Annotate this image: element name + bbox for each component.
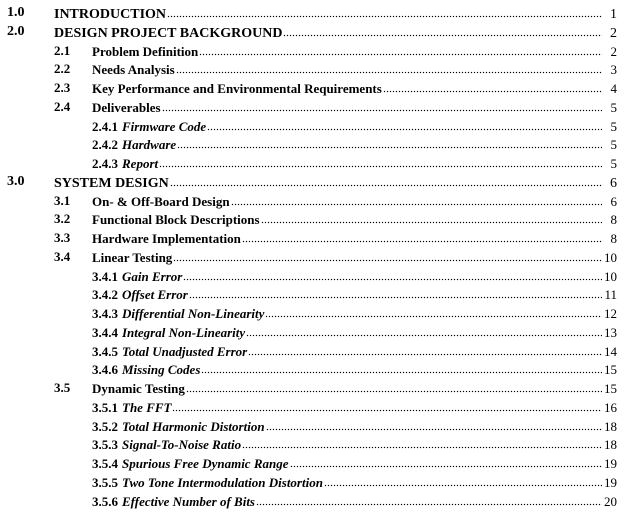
toc-entry[interactable] bbox=[0, 60, 640, 78]
toc-entry-title bbox=[92, 230, 241, 248]
toc-entry-line bbox=[92, 117, 617, 136]
toc-entry-page-number: 15 bbox=[604, 362, 617, 378]
toc-entry-page-number: 2 bbox=[610, 25, 617, 41]
toc-entry-line bbox=[92, 42, 617, 61]
toc-entry[interactable] bbox=[0, 435, 640, 453]
table-of-contents bbox=[0, 4, 640, 512]
toc-entry-page-number: 10 bbox=[604, 249, 617, 265]
toc-entry-page-number: 14 bbox=[604, 343, 617, 359]
dot-leader bbox=[266, 417, 602, 431]
toc-entry-page-number: 18 bbox=[604, 437, 617, 453]
toc-entry-number: 2.4.2 bbox=[92, 137, 118, 153]
toc-entry-page-number: 5 bbox=[610, 156, 617, 171]
toc-entry[interactable] bbox=[0, 154, 640, 172]
dot-leader bbox=[265, 304, 602, 318]
dot-leader bbox=[167, 4, 602, 18]
dot-leader bbox=[176, 60, 602, 74]
toc-entry-title bbox=[92, 249, 172, 267]
toc-entry-title-text: Firmware Code bbox=[122, 118, 207, 134]
toc-entry-number: 2.1 bbox=[54, 42, 71, 58]
toc-entry-title-text: Deliverables bbox=[92, 99, 161, 115]
dot-leader bbox=[186, 379, 602, 393]
toc-entry-page-number: 6 bbox=[610, 175, 617, 191]
toc-entry-title bbox=[92, 324, 245, 342]
toc-entry-number: 3.5 bbox=[54, 380, 71, 395]
toc-entry-title-text: Integral Non-Linearity bbox=[122, 324, 246, 340]
toc-entry-title bbox=[92, 493, 255, 511]
toc-entry-title-text: On- & Off-Board Design bbox=[92, 193, 230, 209]
toc-entry-title bbox=[92, 268, 182, 286]
toc-entry-title bbox=[92, 61, 175, 79]
toc-entry-number: 2.4 bbox=[54, 98, 71, 114]
toc-entry-title bbox=[92, 455, 289, 473]
toc-entry-page-number: 1 bbox=[610, 7, 617, 22]
toc-entry-title bbox=[92, 118, 206, 136]
toc-entry[interactable] bbox=[0, 135, 640, 153]
toc-entry-title bbox=[92, 418, 265, 436]
dot-leader bbox=[162, 98, 602, 112]
toc-entry[interactable] bbox=[0, 267, 640, 285]
toc-entry-page-number: 20 bbox=[604, 493, 617, 509]
toc-entry-page-number: 19 bbox=[604, 456, 617, 471]
dot-leader bbox=[231, 192, 602, 206]
toc-entry-number: 3.0 bbox=[7, 173, 25, 189]
toc-entry-title bbox=[92, 343, 247, 361]
toc-entry[interactable] bbox=[0, 173, 640, 191]
toc-entry[interactable] bbox=[0, 285, 640, 303]
toc-entry-number: 3.5.6 bbox=[92, 493, 118, 509]
dot-leader bbox=[207, 117, 602, 131]
toc-entry-title bbox=[92, 305, 264, 323]
toc-entry-line bbox=[92, 379, 617, 398]
toc-entry-number: 3.1 bbox=[54, 192, 71, 208]
toc-entry-title bbox=[92, 399, 171, 417]
toc-entry-line bbox=[92, 210, 617, 229]
toc-entry-page-number: 10 bbox=[604, 268, 617, 284]
dot-leader bbox=[173, 248, 602, 262]
toc-entry-line bbox=[92, 267, 617, 286]
toc-entry[interactable] bbox=[0, 473, 640, 491]
toc-entry[interactable] bbox=[0, 79, 640, 97]
toc-entry-title-text: INTRODUCTION bbox=[54, 7, 167, 22]
toc-entry-line bbox=[92, 79, 617, 98]
toc-entry-title-text: SYSTEM DESIGN bbox=[54, 175, 169, 191]
toc-entry[interactable] bbox=[0, 117, 640, 135]
toc-entry-line bbox=[54, 23, 617, 43]
dot-leader bbox=[170, 173, 602, 187]
toc-entry[interactable] bbox=[0, 398, 640, 416]
toc-entry-title bbox=[92, 80, 382, 98]
dot-leader bbox=[246, 323, 602, 337]
toc-entry-title bbox=[54, 25, 282, 43]
toc-entry-title bbox=[92, 136, 176, 154]
dot-leader bbox=[172, 398, 602, 412]
toc-entry-line bbox=[92, 98, 617, 117]
toc-entry-line bbox=[92, 398, 617, 417]
toc-entry-page-number: 2 bbox=[610, 43, 617, 59]
toc-entry-page-number: 16 bbox=[604, 399, 617, 415]
toc-entry-title-text: Needs Analysis bbox=[92, 62, 175, 78]
toc-entry[interactable] bbox=[0, 417, 640, 435]
toc-entry-number: 3.4.6 bbox=[92, 362, 118, 378]
dot-leader bbox=[242, 229, 602, 243]
toc-entry-page-number: 4 bbox=[610, 81, 617, 96]
dot-leader bbox=[183, 267, 602, 281]
toc-entry-number: 2.3 bbox=[54, 80, 71, 95]
toc-entry-line bbox=[92, 304, 617, 323]
toc-entry-title bbox=[92, 43, 198, 61]
toc-entry-number: 3.2 bbox=[54, 211, 71, 227]
toc-entry-page-number: 5 bbox=[610, 118, 617, 134]
toc-entry-line bbox=[92, 192, 617, 211]
toc-entry-number: 3.4.4 bbox=[92, 324, 118, 340]
toc-entry-line bbox=[92, 154, 617, 173]
toc-entry-title-text: Hardware bbox=[122, 137, 177, 153]
toc-entry-title-text: Report bbox=[122, 156, 159, 171]
toc-entry-number: 3.4.3 bbox=[92, 306, 118, 321]
dot-leader bbox=[248, 342, 602, 356]
toc-entry-page-number: 5 bbox=[610, 137, 617, 153]
toc-entry-number: 3.5.1 bbox=[92, 399, 118, 415]
dot-leader bbox=[256, 492, 602, 506]
toc-entry[interactable] bbox=[0, 492, 640, 510]
toc-entry[interactable] bbox=[0, 342, 640, 360]
toc-entry-number: 3.4.5 bbox=[92, 343, 118, 359]
toc-entry-page-number: 8 bbox=[610, 212, 617, 228]
toc-entry-line bbox=[92, 60, 617, 79]
dot-leader bbox=[383, 79, 602, 93]
dot-leader bbox=[199, 42, 602, 56]
toc-entry-number: 2.4.1 bbox=[92, 118, 118, 134]
toc-entry-page-number: 3 bbox=[610, 62, 617, 78]
toc-entry[interactable] bbox=[0, 304, 640, 322]
toc-entry-title-text: Two Tone Intermodulation Distortion bbox=[122, 474, 323, 490]
toc-entry-page-number: 15 bbox=[604, 381, 617, 396]
toc-entry-title-text: Total Harmonic Distortion bbox=[122, 418, 265, 434]
toc-entry-page-number: 12 bbox=[604, 306, 617, 321]
toc-entry-page-number: 19 bbox=[604, 474, 617, 490]
toc-entry-title-text: Spurious Free Dynamic Range bbox=[122, 456, 289, 471]
toc-entry-page-number: 8 bbox=[610, 231, 617, 246]
toc-entry-line bbox=[54, 173, 617, 193]
toc-entry[interactable] bbox=[0, 454, 640, 472]
toc-entry-line bbox=[92, 323, 617, 342]
toc-entry-title bbox=[92, 436, 241, 454]
toc-entry-title-text: DESIGN PROJECT BACKGROUND bbox=[54, 25, 283, 41]
toc-entry[interactable] bbox=[0, 23, 640, 41]
toc-entry-page-number: 6 bbox=[610, 193, 617, 209]
toc-entry-number: 2.4.3 bbox=[92, 156, 118, 171]
toc-entry-line bbox=[92, 473, 617, 492]
dot-leader bbox=[324, 473, 602, 487]
toc-entry-line bbox=[92, 229, 617, 248]
toc-entry-number: 3.5.2 bbox=[92, 418, 118, 434]
toc-entry-title-text: Effective Number of Bits bbox=[122, 493, 255, 509]
dot-leader bbox=[261, 210, 602, 224]
toc-entry-number: 3.3 bbox=[54, 230, 71, 245]
toc-entry-line bbox=[54, 4, 617, 24]
toc-entry[interactable] bbox=[0, 248, 640, 266]
dot-leader bbox=[283, 23, 602, 37]
toc-entry[interactable] bbox=[0, 42, 640, 60]
dot-leader bbox=[290, 454, 603, 468]
toc-entry-title bbox=[92, 361, 200, 379]
toc-entry-title-text: Functional Block Descriptions bbox=[92, 212, 260, 228]
toc-entry-line bbox=[92, 285, 617, 304]
toc-entry-line bbox=[92, 360, 617, 379]
toc-entry-page-number: 5 bbox=[610, 99, 617, 115]
toc-entry[interactable] bbox=[0, 229, 640, 247]
toc-entry-title-text: Dynamic Testing bbox=[92, 381, 185, 396]
toc-entry-title-text: Linear Testing bbox=[92, 249, 173, 265]
toc-entry-title bbox=[54, 6, 166, 24]
toc-entry-page-number: 11 bbox=[604, 287, 617, 303]
toc-entry-title bbox=[92, 286, 188, 304]
toc-entry-number: 3.5.4 bbox=[92, 456, 118, 471]
toc-entry-title-text: Problem Definition bbox=[92, 43, 199, 59]
dot-leader bbox=[242, 435, 602, 449]
toc-entry-title-text: Signal-To-Noise Ratio bbox=[122, 437, 242, 453]
toc-entry-number: 3.5.5 bbox=[92, 474, 118, 490]
toc-entry-title-text: Offset Error bbox=[122, 287, 188, 303]
toc-entry-number: 3.4 bbox=[54, 248, 71, 264]
toc-entry-title bbox=[92, 193, 230, 211]
toc-entry-page-number: 13 bbox=[604, 324, 617, 340]
toc-entry[interactable] bbox=[0, 379, 640, 397]
toc-entry-title bbox=[92, 99, 161, 117]
toc-entry-line bbox=[92, 492, 617, 511]
toc-entry-title bbox=[92, 211, 260, 229]
toc-entry[interactable] bbox=[0, 210, 640, 228]
toc-entry-title-text: Missing Codes bbox=[122, 362, 201, 378]
toc-entry-title bbox=[92, 474, 323, 492]
dot-leader bbox=[159, 154, 602, 168]
toc-entry-title-text: Gain Error bbox=[122, 268, 183, 284]
toc-entry-line bbox=[92, 342, 617, 361]
toc-entry-page-number: 18 bbox=[604, 418, 617, 434]
toc-entry[interactable] bbox=[0, 192, 640, 210]
toc-entry-line bbox=[92, 135, 617, 154]
toc-entry[interactable] bbox=[0, 98, 640, 116]
toc-entry-number: 2.2 bbox=[54, 61, 71, 77]
toc-entry[interactable] bbox=[0, 360, 640, 378]
toc-entry-title-text: Total Unadjusted Error bbox=[122, 343, 248, 359]
toc-entry-number: 3.4.2 bbox=[92, 287, 118, 303]
toc-entry-number: 1.0 bbox=[7, 5, 25, 20]
toc-entry-line bbox=[92, 248, 617, 267]
dot-leader bbox=[201, 360, 602, 374]
toc-entry[interactable] bbox=[0, 4, 640, 22]
toc-entry[interactable] bbox=[0, 323, 640, 341]
toc-entry-number: 3.4.1 bbox=[92, 268, 118, 284]
toc-entry-title-text: The FFT bbox=[122, 399, 172, 415]
toc-entry-line bbox=[92, 435, 617, 454]
toc-entry-title-text: Key Performance and Environmental Requirements bbox=[92, 81, 382, 96]
toc-entry-title bbox=[92, 155, 158, 173]
toc-entry-title bbox=[92, 380, 185, 398]
toc-entry-line bbox=[92, 454, 617, 473]
toc-entry-number: 2.0 bbox=[7, 23, 25, 39]
toc-entry-title bbox=[54, 175, 169, 193]
toc-entry-title-text: Hardware Implementation bbox=[92, 231, 241, 246]
toc-entry-title-text: Differential Non-Linearity bbox=[122, 306, 265, 321]
toc-entry-line bbox=[92, 417, 617, 436]
toc-entry-number: 3.5.3 bbox=[92, 437, 118, 453]
dot-leader bbox=[189, 285, 602, 299]
dot-leader bbox=[177, 135, 602, 149]
